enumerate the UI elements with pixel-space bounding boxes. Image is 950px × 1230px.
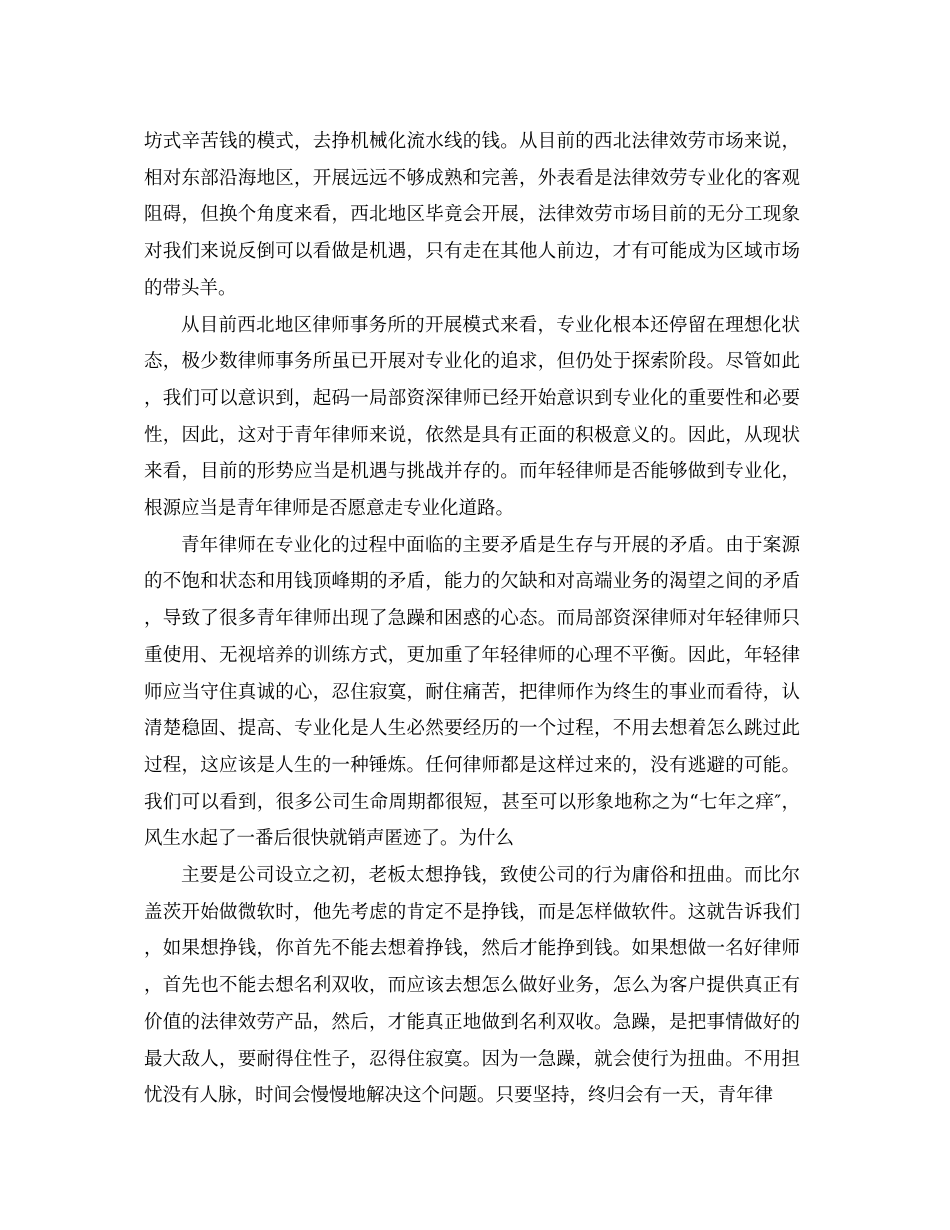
paragraph: 青年律师在专业化的过程中面临的主要矛盾是生存与开展的矛盾。由于案源的不饱和状态和用钱顶峰期的矛盾，能力的欠缺和对高端业务的渴望之间的矛盾，导致了很多青年律师出现了急躁和困惑的心态。而局部资深律师对年轻律师只重使用、无视培养的训练方式，更加重了年轻律师的心理不平衡。因此，年轻律师应当守住真诚的心，忍住寂寞，耐住痛苦，把律师作为终生的事业而看待，认清楚稳固、提高、专业化是人生必然要经历的一个过程，不用去想着怎么跳过此过程，这应该是人生的一种锤炼。任何律师都是这样过来的，没有逃避的可能。我们可以看到，很多公司生命周期都很短，甚至可以形象地称之为“七年之痒″，风生水起了一番后很快就销声匿迹了。为什么 <box>144 534 800 850</box>
document-body <box>144 124 800 1115</box>
paragraph: 从目前西北地区律师事务所的开展模式来看，专业化根本还停留在理想化状态，极少数律师事务所虽已开展对专业化的追求，但仍处于探索阶段。尽管如此，我们可以意识到，起码一局部资深律师已经开始意识到专业化的重要性和必要性，因此，这对于青年律师来说，依然是具有正面的积极意义的。因此，从现状来看，目前的形势应当是机遇与挑战并存的。而年轻律师是否能够做到专业化，根源应当是青年律师是否愿意走专业化道路。 <box>144 314 800 520</box>
paragraph: 坊式辛苦钱的模式，去挣机械化流水线的钱。从目前的西北法律效劳市场来说，相对东部沿海地区，开展远远不够成熟和完善，外表看是法律效劳专业化的客观阻碍，但换个角度来看，西北地区毕竟会开展，法律效劳市场目前的无分工现象对我们来说反倒可以看做是机遇，只有走在其他人前边，才有可能成为区域市场的带头羊。 <box>144 131 800 299</box>
paragraph: 主要是公司设立之初，老板太想挣钱，致使公司的行为庸俗和扭曲。而比尔盖茨开始做微软时，他先考虑的肯定不是挣钱，而是怎样做软件。这就告诉我们，如果想挣钱，你首先不能去想着挣钱，然后才能挣到钱。如果想做一名好律师，首先也不能去想名利双收，而应该去想怎么做好业务，怎么为客户提供真正有价值的法律效劳产品，然后，才能真正地做到名利双收。急躁，是把事情做好的最大敌人，要耐得住性子，忍得住寂寞。因为一急躁，就会使行为扭曲。不用担忧没有人脉，时间会慢慢地解决这个问题。只要坚持，终归会有一天，青年律 <box>144 865 800 1107</box>
